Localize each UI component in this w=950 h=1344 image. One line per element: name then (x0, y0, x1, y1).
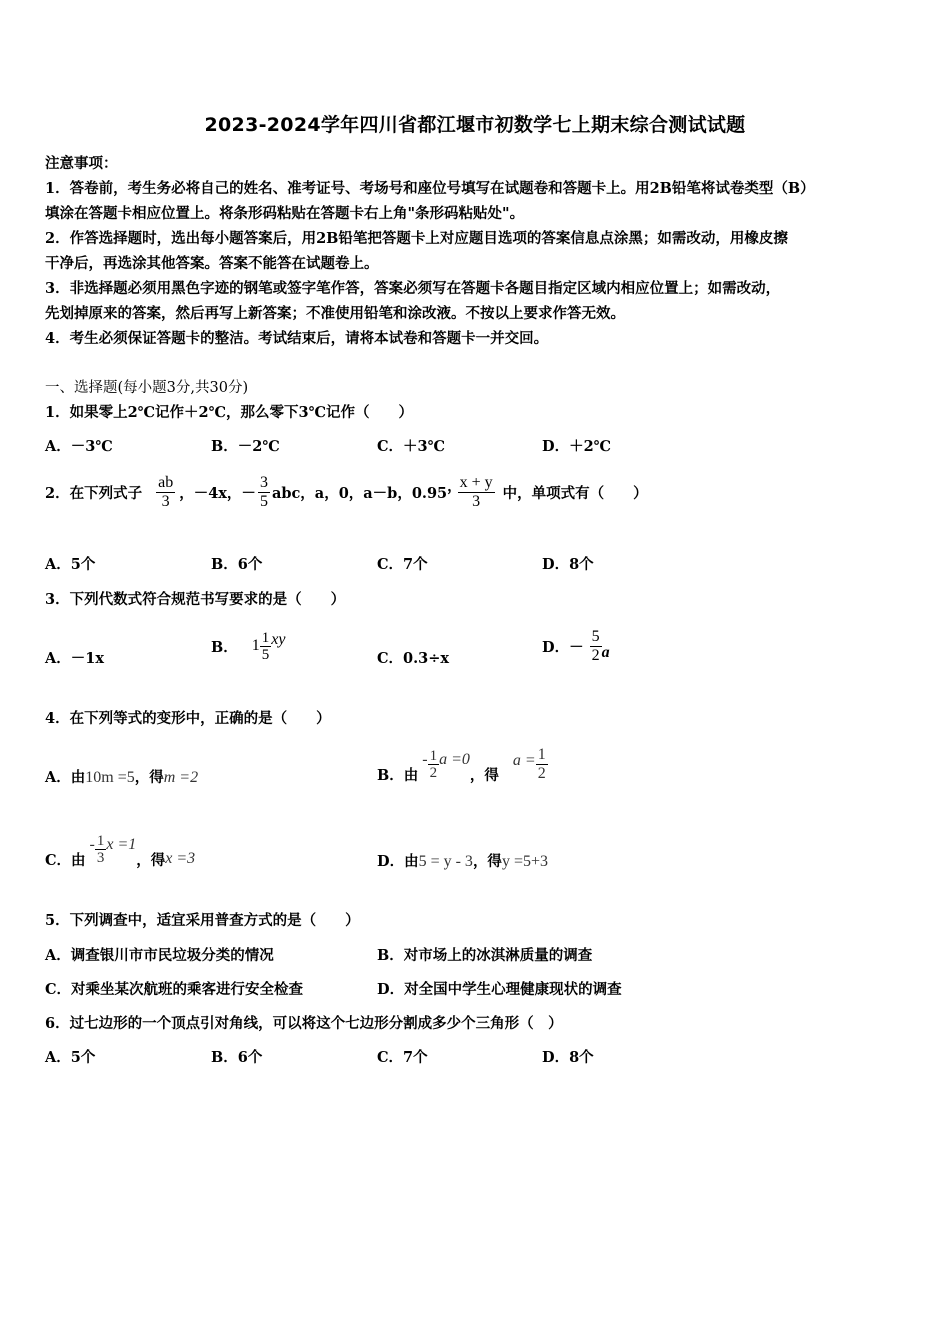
q3-b-var: xy (271, 631, 286, 648)
q4-c-mid: ，得 (136, 851, 166, 869)
q3-a-label: A． (45, 650, 71, 667)
q5-option-c: C．对乘坐某次航班的乘客进行安全检查 (45, 981, 304, 998)
q3-b-whole: 1 (251, 637, 260, 654)
q6-option-a: A．5个 (45, 1049, 96, 1066)
q1-option-c: C．＋3℃ (377, 438, 446, 455)
q4-b-result-fraction (536, 746, 548, 783)
q3-c-label: C． (377, 650, 404, 667)
notes-line: 先划掉原来的答案，然后再写上新答案；不准使用铅笔和涂改液。不按以上要求作答无效。 (45, 305, 625, 322)
q2-f1-num: ab (158, 473, 174, 491)
notes-heading: 注意事项： (45, 155, 118, 172)
q4-b-rest: a =0 (439, 751, 470, 768)
notes-line: 2．作答选择题时，选出每小题答案后，用2B铅笔把答题卡上对应题目选项的答案信息点涂黑；如需改动，用橡皮擦 (45, 230, 788, 247)
q4-c-den: 3 (96, 849, 105, 866)
notes-line: 填涂在答题卡相应位置上。将条形码粘贴在答题卡右上角"条形码粘贴处"。 (45, 205, 525, 222)
q3-option-a (45, 647, 104, 668)
q2-fraction-3-over-5 (258, 474, 270, 511)
q3-d-var: a (601, 644, 610, 661)
q6-option-b: B．6个 (211, 1049, 263, 1066)
q4-c-to: x =3 (165, 850, 196, 867)
q2-fraction-x-plus-y-over-3 (458, 474, 495, 511)
q4-b-sign: - (422, 751, 428, 768)
q3-option-c (377, 647, 449, 668)
question-6-stem: 6．过七边形的一个顶点引对角线，可以将这个七边形分割成多少个三角形（ ） (45, 1015, 563, 1032)
q2-f3-num: x + y (459, 473, 493, 491)
q3-option-b (211, 624, 285, 668)
q6-option-d: D．8个 (542, 1049, 594, 1066)
q2-fraction-ab-over-3 (156, 474, 175, 511)
q4-a-mid: ，得 (134, 769, 164, 786)
q2-f2-num: 3 (259, 473, 268, 491)
q3-d-num: 5 (591, 627, 600, 645)
q6-option-c: C．7个 (377, 1049, 428, 1066)
q3-b-num: 1 (261, 629, 270, 646)
q4-option-c (45, 825, 195, 873)
q4-option-a (45, 766, 198, 787)
q4-c-num: 1 (96, 832, 105, 849)
q3-d-den: 2 (591, 646, 600, 664)
notes-line: 3．非选择题必须用黑色字迹的钢笔或签字笔作答，答案必须写在答题卡各题目指定区域内相应位置上；如需改动， (45, 280, 781, 297)
q4-c-rest: x =1 (106, 836, 137, 853)
q3-option-d (542, 622, 610, 670)
q2-mid: abc，a，0，a－b，0.95 (271, 484, 448, 502)
q2-f2-den: 5 (259, 492, 268, 510)
notes-line: 1．答卷前，考生务必将自己的姓名、准考证号、考场号和座位号填写在试题卷和答题卡上。用2B铅笔将试卷类型（B） (45, 180, 815, 197)
q2-f1-den: 3 (156, 492, 175, 511)
question-5-stem: 5．下列调查中，适宜采用普查方式的是（ ） (45, 912, 360, 929)
q4-b-num: 1 (429, 747, 438, 764)
q4-option-d (377, 850, 548, 871)
q5-option-a: A．调查银川市市民垃圾分类的情况 (45, 947, 274, 964)
notes-line: 干净后，再选涂其他答案。答案不能答在试题卷上。 (45, 255, 379, 272)
q3-b-label: B． (211, 638, 238, 656)
q4-b-fraction (428, 748, 440, 781)
q4-c-fraction (95, 833, 107, 866)
q4-b-lhs: a = (512, 752, 536, 769)
q4-d-mid: ，得 (472, 853, 502, 870)
q3-a-expr: －1x (70, 650, 104, 667)
q4-a-to: m =2 (163, 769, 199, 786)
q2-sep1: ，－4x，－ (179, 484, 256, 502)
q2-prefix: 2．在下列式子 (45, 484, 143, 502)
q5-option-b: B．对市场上的冰淇淋质量的调查 (377, 947, 593, 964)
q4-d-label: D．由 (377, 853, 419, 870)
q2-option-d: D．8个 (542, 556, 594, 573)
question-1-stem: 1．如果零上2℃记作＋2℃，那么零下3℃记作（ ） (45, 404, 413, 421)
q4-c-label: C．由 (45, 851, 86, 869)
q3-b-den: 5 (261, 646, 270, 663)
q5-option-d: D．对全国中学生心理健康现状的调查 (377, 981, 622, 998)
q4-a-label: A．由 (45, 769, 86, 786)
q4-d-to: y =5+3 (501, 853, 548, 870)
q2-f3-den: 3 (458, 492, 495, 511)
q1-option-a: A．－3℃ (45, 438, 113, 455)
q4-d-from: 5 = y - 3 (418, 853, 473, 870)
q4-b-label: B．由 (377, 766, 419, 784)
q4-b-rden: 2 (537, 764, 546, 782)
q4-b-den: 2 (429, 764, 438, 781)
q2-option-c: C．7个 (377, 556, 428, 573)
page-title: 2023-2024学年四川省都江堰市初数学七上期末综合测试试题 (204, 114, 746, 136)
section-heading: 一、选择题(每小题3分,共30分) (45, 380, 249, 396)
q4-b-mid: ，得 (469, 766, 499, 784)
q2-suffix: 中，单项式有（ ） (502, 484, 648, 502)
q3-b-fraction (260, 630, 272, 663)
question-3-stem: 3．下列代数式符合规范书写要求的是（ ） (45, 591, 346, 608)
question-2-stem (45, 470, 648, 514)
q2-comma: ， (447, 477, 462, 495)
q3-c-expr: 0.3÷x (403, 650, 450, 667)
q4-option-b (377, 740, 548, 788)
q4-b-rnum: 1 (537, 745, 546, 763)
q2-option-a: A．5个 (45, 556, 96, 573)
q4-a-from: 10m =5 (85, 769, 135, 786)
q3-d-label: D．－ (542, 638, 584, 656)
question-4-stem: 4．在下列等式的变形中，正确的是（ ） (45, 710, 331, 727)
q2-option-b: B．6个 (211, 556, 263, 573)
q1-option-d: D．＋2℃ (542, 438, 612, 455)
q4-c-sign: - (89, 836, 95, 853)
q1-option-b: B．－2℃ (211, 438, 280, 455)
notes-line: 4．考生必须保证答题卡的整洁。考试结束后，请将本试卷和答题卡一并交回。 (45, 330, 549, 347)
q3-d-fraction (590, 628, 602, 665)
